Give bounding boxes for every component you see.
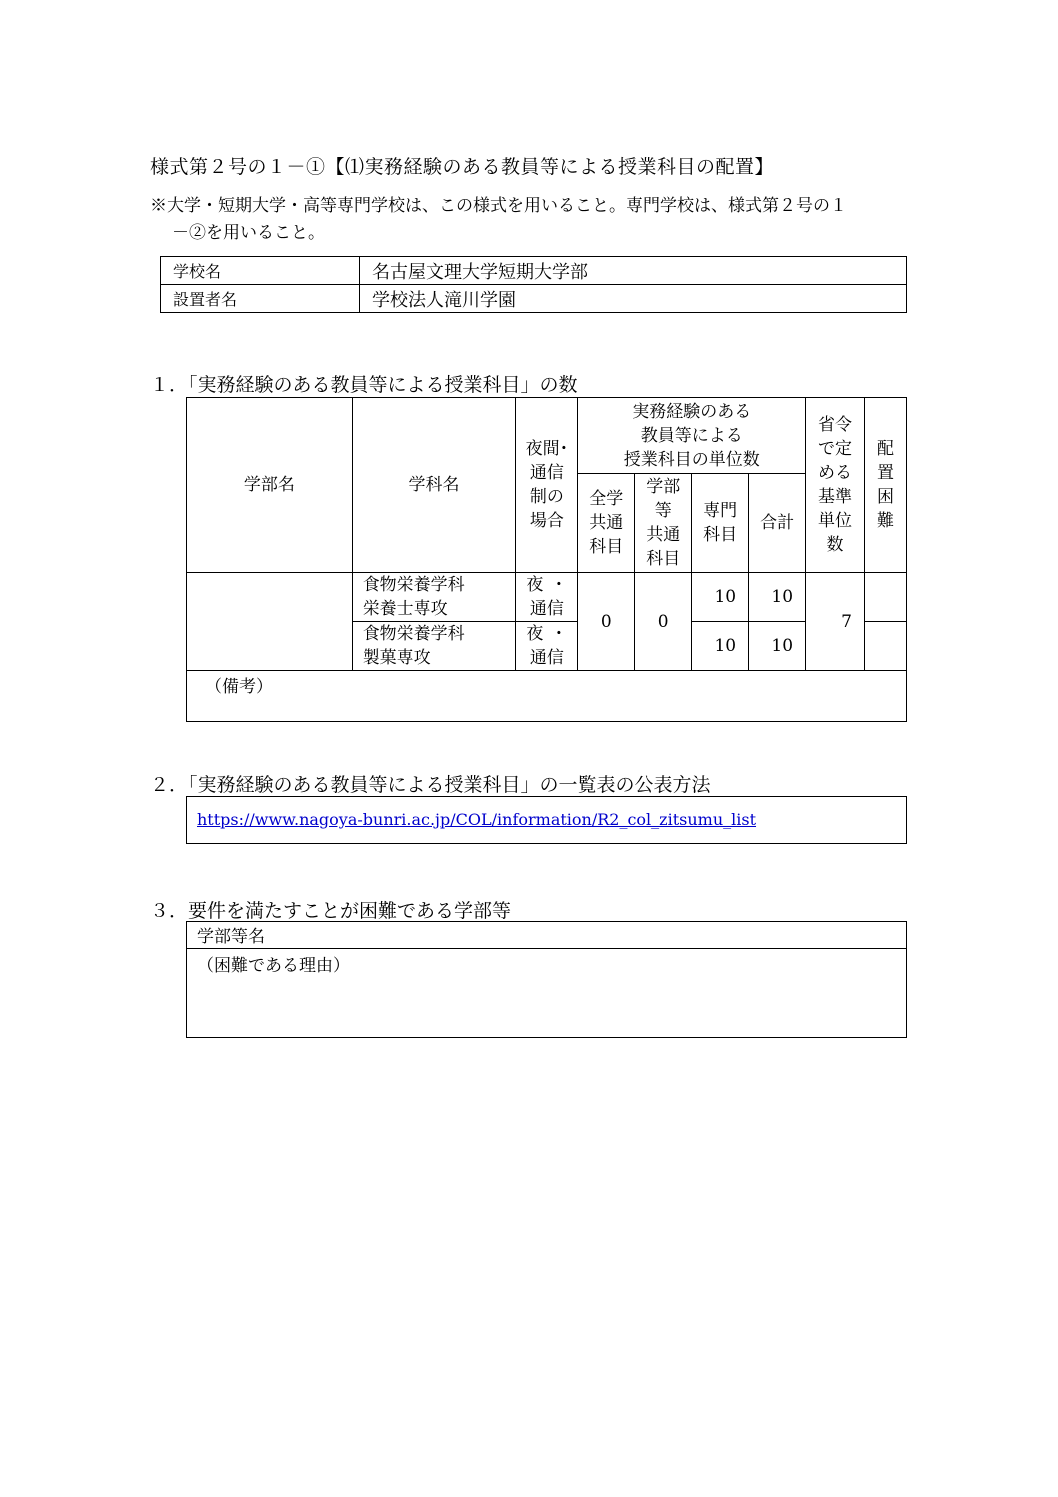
header-standard-credits: 省令 で定 める 基準 単位 数 — [806, 398, 865, 573]
credits-table — [186, 397, 907, 722]
common-faculty-value: 0 — [635, 573, 692, 671]
row2-night-a: 夜 — [526, 624, 545, 644]
publication-url-link[interactable]: https://www.nagoya-bunri.ac.jp/COL/information/R2_col_zitsumu_list — [197, 810, 757, 829]
section1-heading: １．「実務経験のある教員等による授業科目」の数 — [150, 374, 578, 396]
row2-night-b: ・ — [550, 624, 568, 644]
url-box — [186, 796, 907, 844]
header-night-correspondence: 夜間･ 通信 制の 場合 — [516, 398, 578, 573]
faculty-name-label: 学部等名 — [187, 922, 907, 949]
school-name-value: 名古屋文理大学短期大学部 — [360, 257, 907, 285]
row2-specialized: 10 — [692, 622, 749, 671]
row2-night-top — [516, 622, 577, 646]
section2-heading: ２．「実務経験のある教員等による授業科目」の一覧表の公表方法 — [150, 774, 711, 796]
founder-value: 学校法人滝川学園 — [360, 285, 907, 313]
header-department: 学科名 — [352, 398, 516, 573]
row1-night-top — [516, 573, 577, 597]
row1-difficulty — [864, 573, 906, 622]
row2-total: 10 — [749, 622, 806, 671]
header-faculty: 学部名 — [187, 398, 353, 573]
instruction-note-line2: －②を用いること。 — [172, 223, 325, 243]
header-credits-group: 実務経験のある 教員等による 授業科目の単位数 — [578, 398, 806, 474]
row1-department: 食物栄養学科 栄養士専攻 — [352, 573, 516, 622]
difficulty-reason-label: （困難である理由） — [187, 949, 907, 1038]
row1-night-b: ・ — [550, 575, 568, 595]
standard-credits-value: 7 — [806, 573, 865, 671]
row2-difficulty — [864, 622, 906, 671]
row2-department: 食物栄養学科 製菓専攻 — [352, 622, 516, 671]
instruction-note — [150, 193, 920, 247]
instruction-note-line1: ※大学・短期大学・高等専門学校は、この様式を用いること。専門学校は、様式第２号の１ — [150, 196, 847, 216]
row1-night — [516, 573, 578, 622]
header-specialized: 専門 科目 — [692, 474, 749, 573]
section3-heading: ３．要件を満たすことが困難である学部等 — [150, 900, 512, 922]
school-name-label: 学校名 — [161, 257, 360, 285]
school-info-table — [160, 256, 907, 313]
common-all-value: 0 — [578, 573, 635, 671]
form-title: 様式第２号の１－①【⑴実務経験のある教員等による授業科目の配置】 — [150, 156, 775, 178]
row2-night-c: 通信 — [529, 648, 564, 668]
difficulty-table — [186, 921, 907, 1038]
header-placement-difficulty: 配 置 困 難 — [864, 398, 906, 573]
row1-specialized: 10 — [692, 573, 749, 622]
row1-night-a: 夜 — [526, 575, 545, 595]
faculty-cell — [187, 573, 353, 671]
remarks-cell: （備考） — [187, 671, 907, 722]
row2-night — [516, 622, 578, 671]
founder-label: 設置者名 — [161, 285, 360, 313]
header-total: 合計 — [749, 474, 806, 573]
row1-night-c: 通信 — [529, 599, 564, 619]
header-common-faculty: 学部 等 共通 科目 — [635, 474, 692, 573]
header-common-all: 全学 共通 科目 — [578, 474, 635, 573]
row1-total: 10 — [749, 573, 806, 622]
